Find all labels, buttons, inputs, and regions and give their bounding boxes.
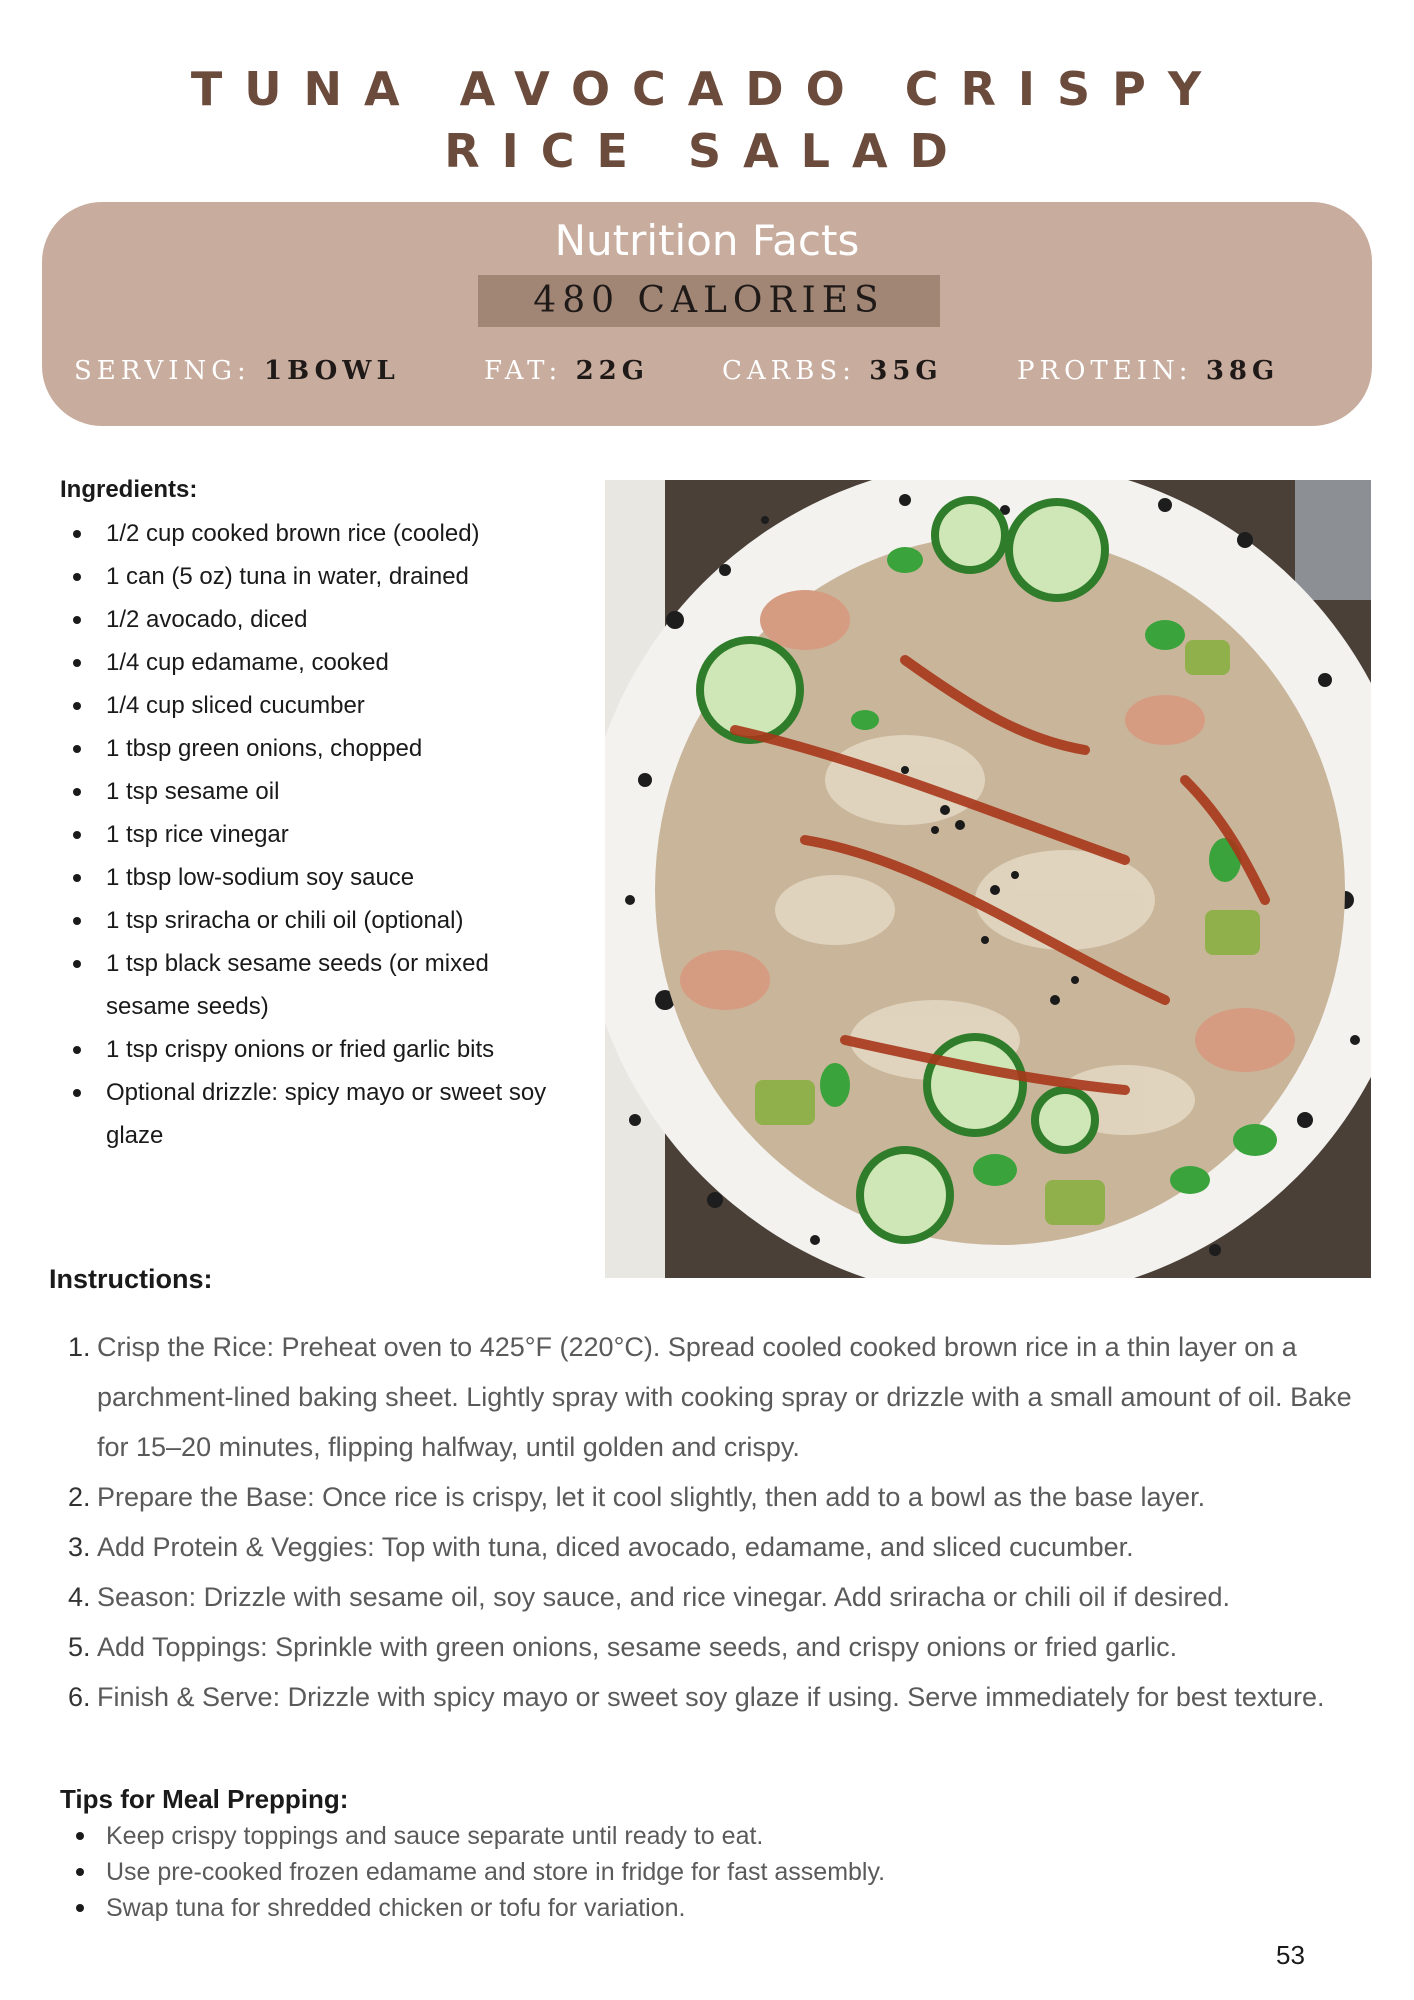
step-number: 6. bbox=[68, 1682, 91, 1712]
step-text: Season: Drizzle with sesame oil, soy sauce, and rice vinegar. Add sriracha or chili oil if desired. bbox=[97, 1582, 1231, 1612]
list-item bbox=[72, 1890, 885, 1926]
list-item bbox=[68, 555, 568, 598]
step-text: Finish & Serve: Drizzle with spicy mayo or sweet soy glaze if using. Serve immediately for best texture. bbox=[97, 1682, 1325, 1712]
step-text: Add Toppings: Sprinkle with green onions, sesame seeds, and crispy onions or fried garlic. bbox=[97, 1632, 1178, 1662]
salad-bowl-illustration bbox=[605, 480, 1371, 1278]
ingredients-list bbox=[68, 512, 568, 1157]
serving-value: 1BOWL bbox=[264, 356, 400, 386]
ingredient-text: 1 tbsp green onions, chopped bbox=[106, 735, 423, 762]
ingredient-text: 1 tsp sesame oil bbox=[106, 778, 280, 805]
list-item bbox=[68, 1622, 1380, 1672]
list-item bbox=[68, 1672, 1380, 1722]
ingredient-text: 1 tsp black sesame seeds (or mixed sesame seeds) bbox=[106, 950, 489, 1020]
fat-value: 22G bbox=[575, 356, 649, 386]
ingredient-text: 1/2 avocado, diced bbox=[106, 606, 308, 633]
step-text: Prepare the Base: Once rice is crispy, let it cool slightly, then add to a bowl as the base layer. bbox=[97, 1482, 1206, 1512]
list-item bbox=[68, 684, 568, 727]
ingredient-text: 1/2 cup cooked brown rice (cooled) bbox=[106, 520, 480, 547]
list-item bbox=[68, 813, 568, 856]
list-item bbox=[68, 1522, 1380, 1572]
list-item bbox=[68, 942, 568, 1028]
list-item bbox=[68, 598, 568, 641]
fat-label: FAT: bbox=[484, 356, 563, 386]
calories-value: 480 CALORIES bbox=[533, 280, 885, 321]
ingredient-text: 1/4 cup sliced cucumber bbox=[106, 692, 365, 719]
serving-label: SERVING: bbox=[74, 356, 251, 386]
recipe-title-line-1: TUNA AVOCADO CRISPY bbox=[190, 62, 1224, 116]
calories-box bbox=[478, 275, 940, 327]
ingredient-text: Optional drizzle: spicy mayo or sweet soy glaze bbox=[106, 1079, 547, 1149]
instructions-heading: Instructions: bbox=[49, 1264, 213, 1294]
instructions-list bbox=[68, 1322, 1380, 1722]
ingredients-heading: Ingredients: bbox=[60, 476, 198, 503]
nutrition-heading: Nutrition Facts bbox=[554, 216, 860, 265]
ingredient-text: 1 can (5 oz) tuna in water, drained bbox=[106, 563, 469, 590]
nutrition-facts-panel bbox=[42, 202, 1372, 426]
step-number: 5. bbox=[68, 1632, 91, 1662]
ingredient-text: 1/4 cup edamame, cooked bbox=[106, 649, 389, 676]
list-item bbox=[72, 1854, 885, 1890]
list-item bbox=[68, 1472, 1380, 1522]
protein-info bbox=[1017, 356, 1279, 386]
ingredient-text: 1 tsp rice vinegar bbox=[106, 821, 289, 848]
tip-text: Use pre-cooked frozen edamame and store in fridge for fast assembly. bbox=[106, 1858, 886, 1886]
list-item bbox=[72, 1818, 885, 1854]
tips-heading: Tips for Meal Prepping: bbox=[60, 1784, 349, 1814]
step-number: 2. bbox=[68, 1482, 91, 1512]
page-number: 53 bbox=[1276, 1940, 1305, 1970]
ingredient-text: 1 tsp crispy onions or fried garlic bits bbox=[106, 1036, 495, 1063]
carbs-value: 35G bbox=[869, 356, 943, 386]
ingredient-text: 1 tsp sriracha or chili oil (optional) bbox=[106, 907, 464, 934]
list-item bbox=[68, 1028, 568, 1071]
step-text: Crisp the Rice: Preheat oven to 425°F (220°C). Spread cooled cooked brown rice in a thin layer on a parchment-lined baking sheet. Lightly spray with cooking spray or drizzle with a small amount of oil. Bake for 15–20 minutes, flipping halfway, until golden and crispy. bbox=[97, 1332, 1352, 1462]
step-number: 3. bbox=[68, 1532, 91, 1562]
carbs-info bbox=[722, 356, 943, 386]
carbs-label: CARBS: bbox=[722, 356, 856, 386]
list-item bbox=[68, 1572, 1380, 1622]
fat-info bbox=[484, 356, 649, 386]
step-text: Add Protein & Veggies: Top with tuna, diced avocado, edamame, and sliced cucumber. bbox=[97, 1532, 1134, 1562]
tip-text: Keep crispy toppings and sauce separate until ready to eat. bbox=[106, 1822, 764, 1850]
protein-label: PROTEIN: bbox=[1017, 356, 1193, 386]
list-item bbox=[68, 770, 568, 813]
list-item bbox=[68, 899, 568, 942]
list-item bbox=[68, 641, 568, 684]
ingredient-text: 1 tbsp low-sodium soy sauce bbox=[106, 864, 415, 891]
serving-info bbox=[74, 356, 400, 386]
list-item bbox=[68, 512, 568, 555]
list-item bbox=[68, 856, 568, 899]
tip-text: Swap tuna for shredded chicken or tofu for variation. bbox=[106, 1894, 686, 1922]
salad-photo bbox=[605, 480, 1371, 1278]
protein-value: 38G bbox=[1205, 356, 1280, 386]
step-number: 1. bbox=[68, 1332, 91, 1362]
list-item bbox=[68, 1322, 1380, 1472]
recipe-title-line-2: RICE SALAD bbox=[444, 124, 970, 178]
list-item bbox=[68, 1071, 568, 1157]
tips-list bbox=[72, 1818, 885, 1926]
list-item bbox=[68, 727, 568, 770]
recipe-title bbox=[0, 58, 1414, 182]
step-number: 4. bbox=[68, 1582, 91, 1612]
